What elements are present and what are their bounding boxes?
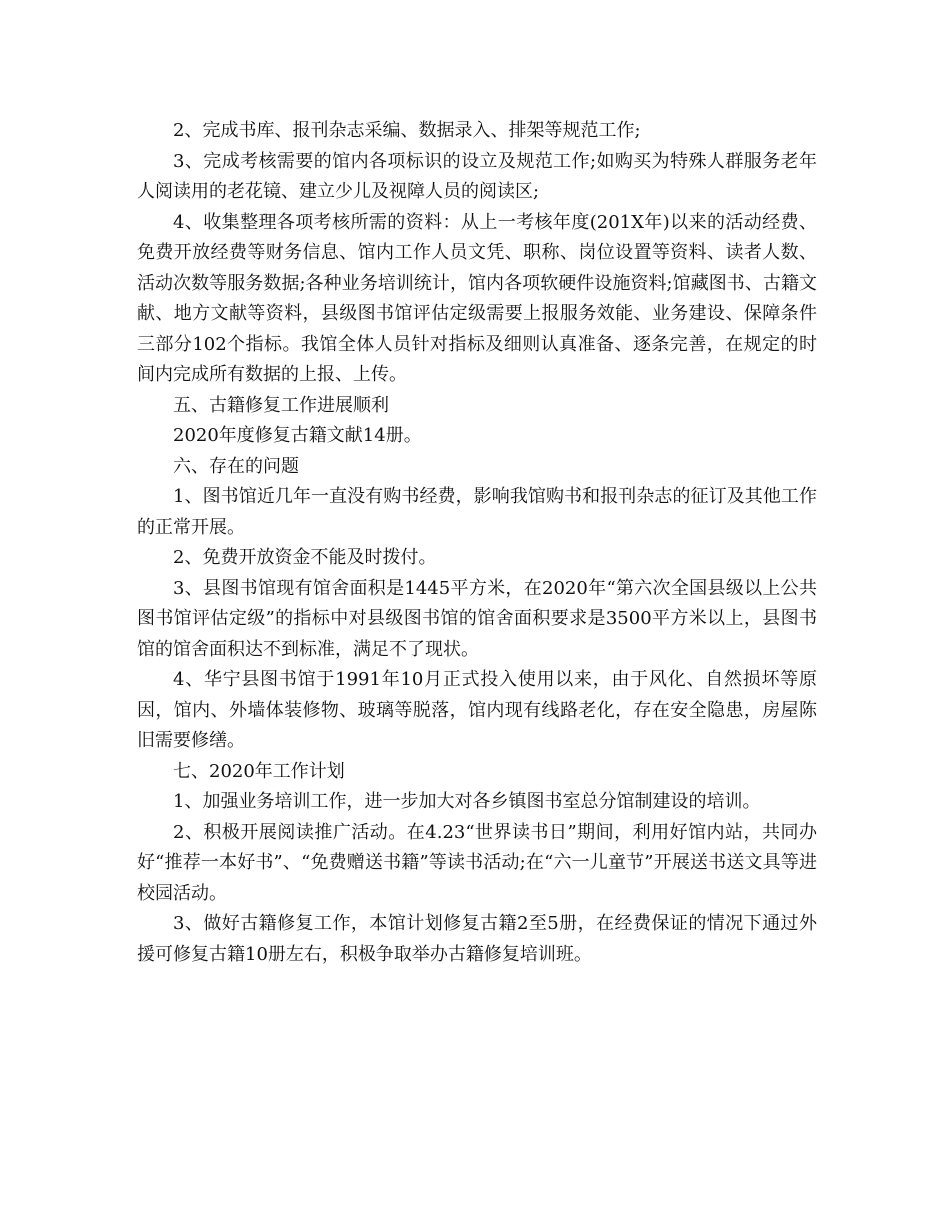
paragraph: 1、加强业务培训工作，进一步加大对各乡镇图书室总分馆制建设的培训。 bbox=[173, 791, 761, 812]
paragraph: 4、收集整理各项考核所需的资料：从上一考核年度(201X年)以来的活动经费、免费开放经费等财务信息、馆内工作人员文凭、职称、岗位设置等资料、读者人数、活动次数等服务数据;各种业务培训统计，馆内各项软硬件设施资料;馆藏图书、古籍文献、地方文献等资料，县级图书馆评估定级需要上报服务效能、业务建设、保障条件三部分102个指标。我馆全体人员针对指标及细则认真准备、逐条完善，在规定的时间内完成所有数据的上报、上传。 bbox=[137, 211, 817, 385]
paragraph: 2、免费开放资金不能及时拨付。 bbox=[173, 547, 437, 568]
paragraph: 3、县图书馆现有馆舍面积是1445平方米，在2020年“第六次全国县级以上公共图书馆评估定级”的指标中对县级图书馆的馆舍面积要求是3500平方米以上，县图书馆的馆舍面积达不到标准，满足不了现状。 bbox=[137, 577, 817, 660]
paragraph: 4、华宁县图书馆于1991年10月正式投入使用以来，由于风化、自然损坏等原因，馆内、外墙体装修物、玻璃等脱落，馆内现有线路老化，存在安全隐患，房屋陈旧需要修缮。 bbox=[137, 669, 817, 751]
paragraph: 3、完成考核需要的馆内各项标识的设立及规范工作;如购买为特殊人群服务老年人阅读用的老花镜、建立少儿及视障人员的阅读区; bbox=[137, 150, 817, 202]
paragraph: 1、图书馆近几年一直没有购书经费，影响我馆购书和报刊杂志的征订及其他工作的正常开展。 bbox=[137, 486, 817, 538]
document-body bbox=[137, 116, 817, 970]
section-heading: 七、2020年工作计划 bbox=[173, 760, 345, 782]
paragraph: 2020年度修复古籍文献14册。 bbox=[173, 425, 422, 446]
paragraph: 2、积极开展阅读推广活动。在4.23“世界读书日”期间，利用好馆内站，共同办好“推荐一本好书”、“免费赠送书籍”等读书活动;在“六一儿童节”开展送书送文具等进校园活动。 bbox=[137, 821, 817, 904]
paragraph: 2、完成书库、报刊杂志采编、数据录入、排架等规范工作; bbox=[173, 120, 641, 141]
paragraph: 3、做好古籍修复工作，本馆计划修复古籍2至5册，在经费保证的情况下通过外援可修复古籍10册左右，积极争取举办古籍修复培训班。 bbox=[137, 913, 817, 965]
section-heading: 六、存在的问题 bbox=[173, 455, 299, 477]
section-heading: 五、古籍修复工作进展顺利 bbox=[173, 394, 389, 416]
